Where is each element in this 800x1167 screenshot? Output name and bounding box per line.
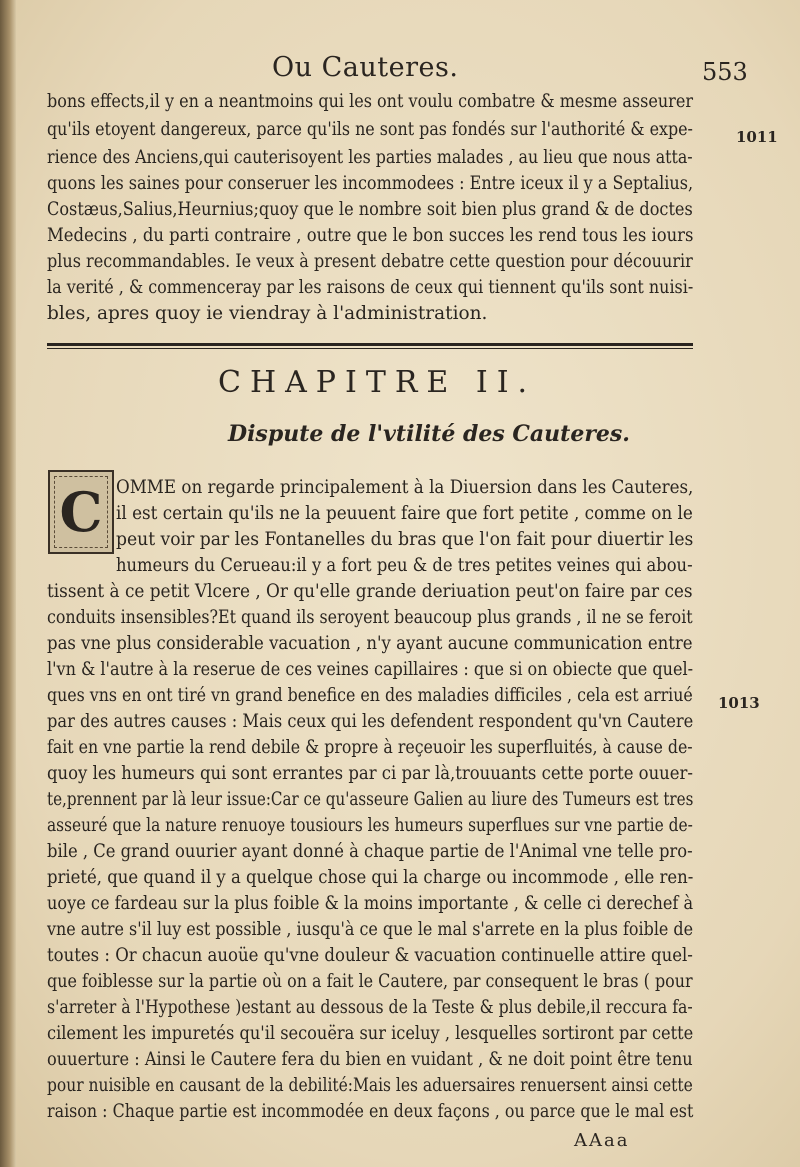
chapter-subtitle: Dispute de l'vtilité des Cauteres. [228,421,630,447]
text-line: plus recommandables. Ie veux à present debatre cette question pour découurir [47,251,693,272]
text-line: toutes : Or chacun auoüe qu'vne douleur & vacuation continuelle attire quel- [47,945,693,966]
text-line: quons les saines pour conseruer les incommodees : Entre iceux il y a Septalius, [47,173,694,194]
text-line: Costæus,Salius,Heurnius;quoy que le nombre soit bien plus grand & de doctes [47,199,693,220]
text-line: pas vne plus considerable vacuation , n'y ayant aucune communication entre [47,633,693,654]
running-title: Ou Cauteres. [272,52,459,83]
text-line: peut voir par les Fontanelles du bras que l'on fait pour diuertir les [116,529,694,550]
text-line: asseuré que la nature renuoye tousiours les humeurs superflues sur vne partie de- [47,815,693,836]
text-line: OMME on regarde principalement à la Diuersion dans les Cauteres, [116,477,694,498]
text-line: fait en vne partie la rend debile & propre à reçeuoir les superfluités, à cause de- [47,737,693,758]
text-line: la verité , & commenceray par les raisons de ceux qui tiennent qu'ils sont nuisi- [47,277,694,298]
text-line: humeurs du Cerueau:il y a fort peu & de tres petites veines qui abou- [116,555,693,576]
text-line: rience des Anciens,qui cauterisoyent les parties malades , au lieu que nous atta- [47,147,693,168]
text-line: ques vns en ont tiré vn grand benefice en des maladies difficiles , cela est arriué [47,685,693,706]
page-number: 553 [702,58,748,86]
text-line: bile , Ce grand ouurier ayant donné à chaque partie de l'Animal vne telle pro- [47,841,693,862]
text-line: raison : Chaque partie est incommodée en deux façons , ou parce que le mal est [47,1101,694,1122]
text-line: bles, apres quoy ie viendray à l'administration. [47,303,488,324]
catchword: AAaa [574,1130,630,1151]
text-line: qu'ils etoyent dangereux, parce qu'ils ne sont pas fondés sur l'authorité & expe- [47,119,693,140]
margin-note: 1013 [718,694,760,712]
text-line: Medecins , du parti contraire , outre que le bon succes les rend tous les iours [47,225,694,246]
text-line: s'arreter à l'Hypothese )estant au dessous de la Teste & plus debile,il reccura fa- [47,997,693,1018]
text-line: pour nuisible en causant de la debilité:Mais les aduersaires renuersent ainsi cette [47,1075,693,1096]
text-line: tissent à ce petit Vlcere , Or qu'elle grande deriuation peut'on faire par ces [47,581,693,602]
text-line: il est certain qu'ils ne la peuuent faire que fort petite , comme on le [116,503,693,524]
text-line: par des autres causes : Mais ceux qui les defendent respondent qu'vn Cautere [47,711,694,732]
text-line: vne autre s'il luy est possible , iusqu'à ce que le mal s'arrete en la plus foible de [47,919,694,940]
text-line: conduits insensibles?Et quand ils seroyent beaucoup plus grands , il ne se feroit [47,607,693,628]
section-rule-thin [47,348,693,349]
text-line: que foiblesse sur la partie où on a fait le Cautere, par consequent le bras ( pour [47,971,693,992]
text-line: ouuerture : Ainsi le Cautere fera du bien en vuidant , & ne doit point être tenu [47,1049,693,1070]
margin-note: 1011 [736,128,778,146]
section-rule [47,343,693,346]
page-binding [0,0,16,1167]
text-line: cilement les impuretés qu'il secouëra sur iceluy , lesquelles sortiront par cette [47,1023,694,1044]
drop-cap-initial: C [48,470,114,554]
text-line: te,prennent par là leur issue:Car ce qu'asseure Galien au liure des Tumeurs est tres [47,789,694,810]
chapter-heading: CHAPITRE II. [218,365,537,400]
text-line: uoye ce fardeau sur la plus foible & la moins importante , & celle ci derechef à [47,893,694,914]
text-line: quoy les humeurs qui sont errantes par ci par là,trouuants cette porte ouuer- [47,763,693,784]
text-line: bons effects,il y en a neantmoins qui les ont voulu combatre & mesme asseurer [47,91,693,112]
text-line: l'vn & l'autre à la reserue de ces veines capillaires : que si on obiecte que quel- [47,659,694,680]
text-line: prieté, que quand il y a quelque chose qui la charge ou incommode , elle ren- [47,867,694,888]
